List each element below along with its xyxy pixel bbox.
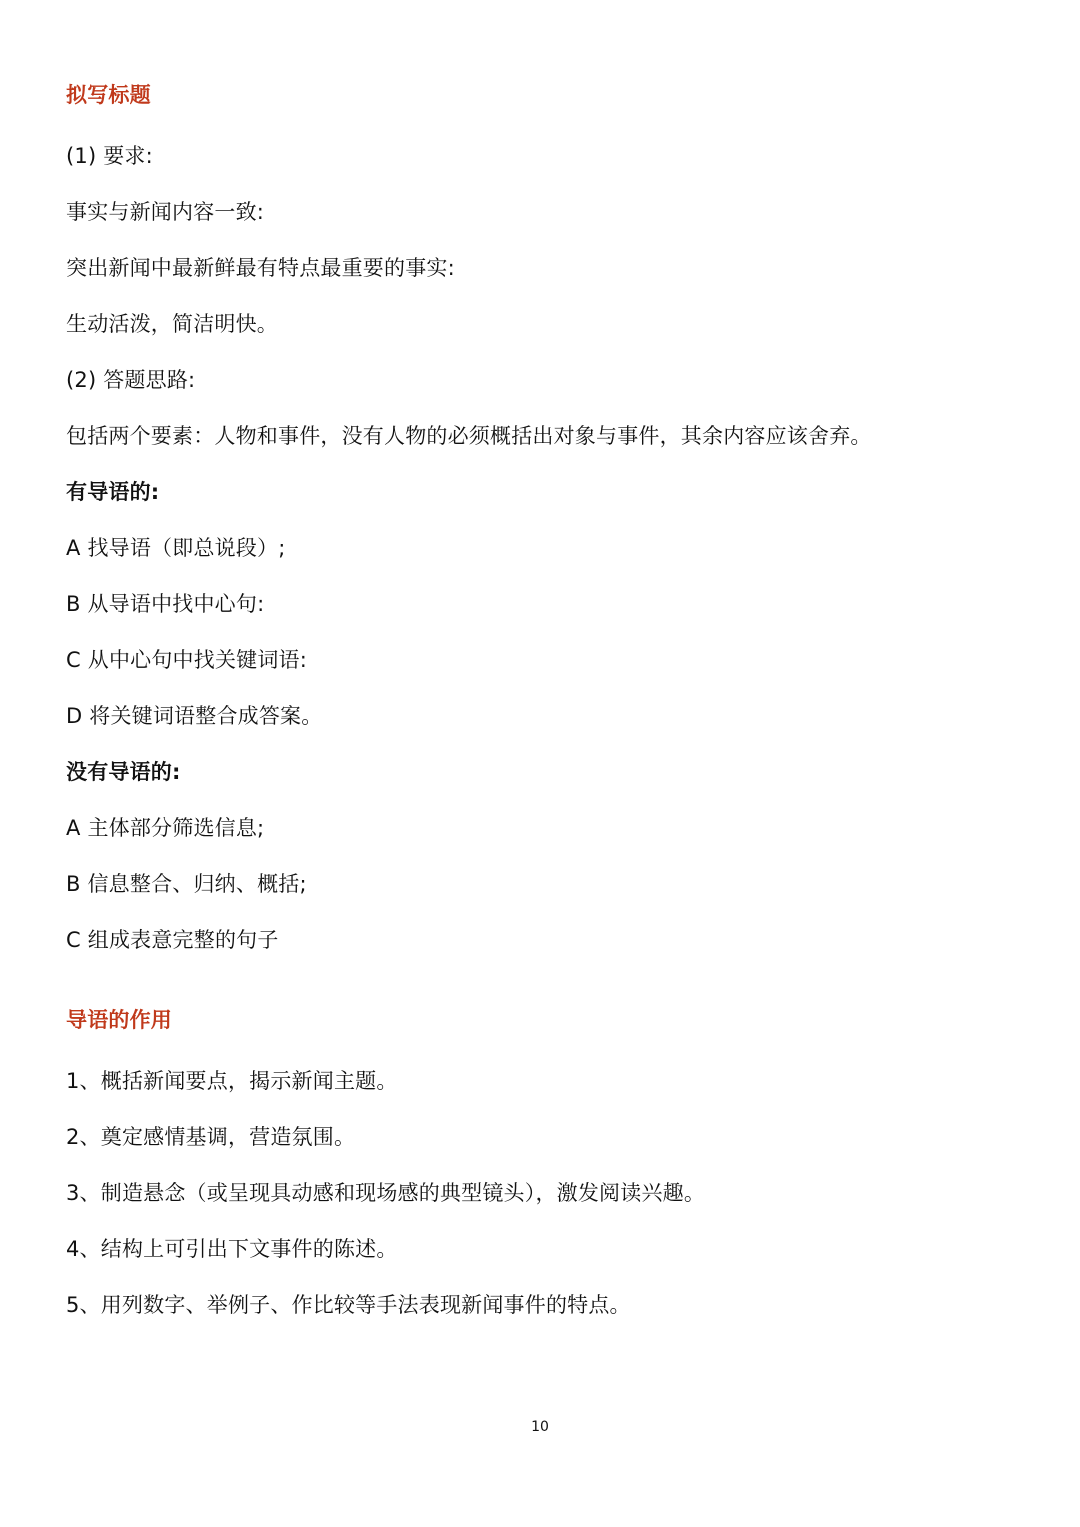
without-lead-heading: 没有导语的: [66, 760, 181, 784]
requirement-line: 事实与新闻内容一致: [66, 200, 265, 224]
approach-label: (2) 答题思路: [66, 368, 196, 392]
list-item: 5、用列数字、举例子、作比较等手法表现新闻事件的特点。 [66, 1293, 631, 1317]
approach-line: 包括两个要素：人物和事件，没有人物的必须概括出对象与事件，其余内容应该舍弃。 [66, 424, 872, 448]
list-item: 4、结构上可引出下文事件的陈述。 [66, 1237, 398, 1261]
list-item: C 从中心句中找关键词语: [66, 648, 308, 672]
section-title-headline: 拟写标题 [66, 83, 151, 107]
requirements-label: (1) 要求: [66, 144, 153, 168]
list-item: B 从导语中找中心句: [66, 592, 265, 616]
list-item: C 组成表意完整的句子 [66, 928, 279, 952]
list-item: B 信息整合、归纳、概括; [66, 872, 307, 896]
requirement-line: 生动活泼，简洁明快。 [66, 312, 278, 336]
list-item: A 主体部分筛选信息; [66, 816, 265, 840]
list-item: 2、奠定感情基调，营造氛围。 [66, 1125, 356, 1149]
with-lead-heading: 有导语的: [66, 480, 160, 504]
section-title-lead-function: 导语的作用 [66, 1008, 172, 1032]
requirement-line: 突出新闻中最新鲜最有特点最重要的事实: [66, 256, 455, 280]
list-item: 3、制造悬念（或呈现具动感和现场感的典型镜头），激发阅读兴趣。 [66, 1181, 706, 1205]
list-item: A 找导语（即总说段）; [66, 536, 286, 560]
list-item: D 将关键词语整合成答案。 [66, 704, 323, 728]
list-item: 1、概括新闻要点，揭示新闻主题。 [66, 1069, 398, 1093]
page-number: 10 [531, 1419, 549, 1435]
